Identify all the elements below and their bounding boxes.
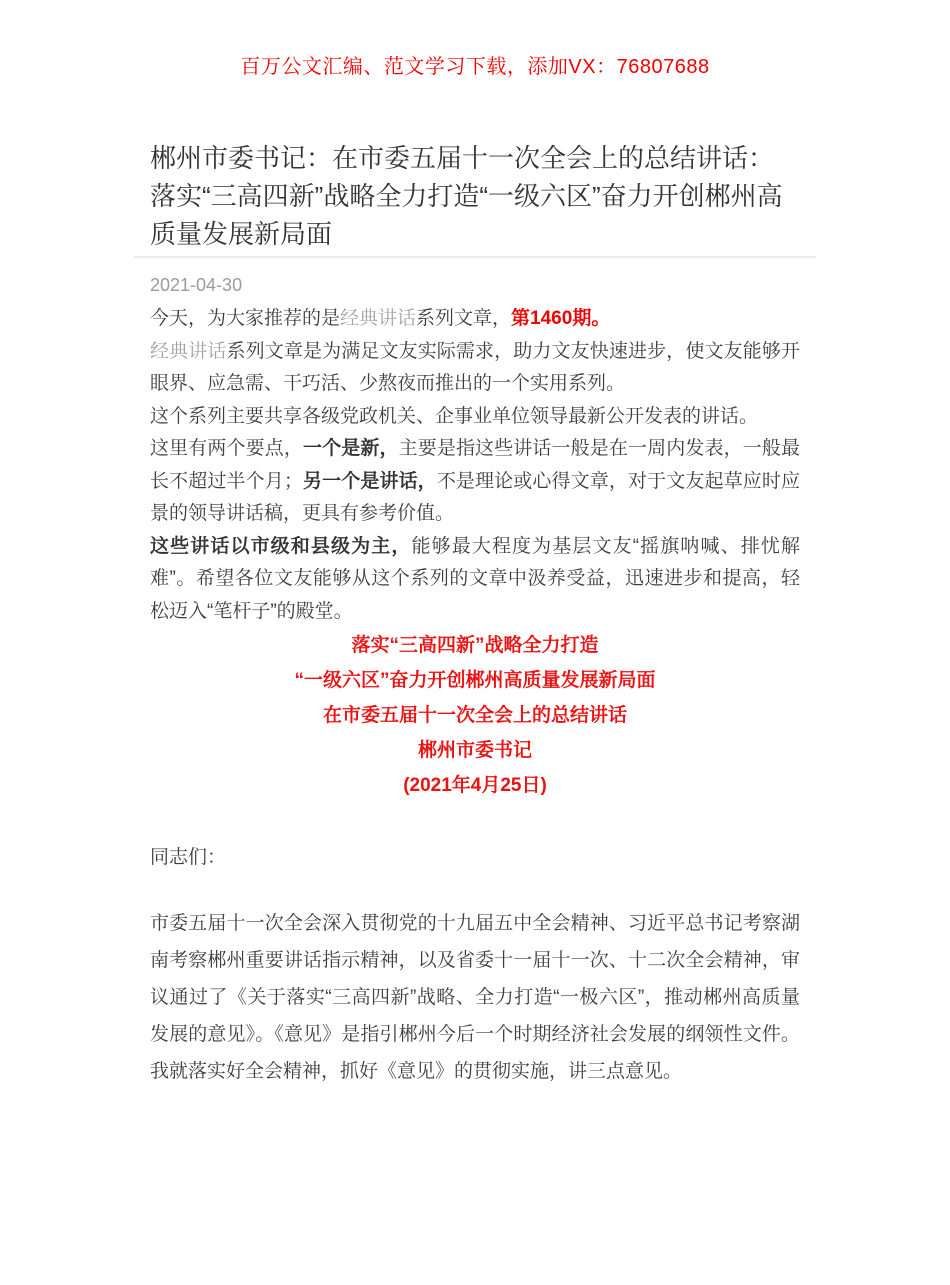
series-name-tag: 经典讲话 (150, 340, 227, 362)
emphasis-point-new: 一个是新， (302, 438, 399, 459)
emphasis-level: 这些讲话以市级和县级为主， (150, 535, 412, 557)
intro-text: 能够最大程度为基层文友“摇旗呐喊、排忧解难”。希望各位文友能够从这个系列的文章中汲养受益，迅速进步和提高，轻松迈入“笔杆子”的殿堂。 (150, 535, 800, 622)
intro-text: 不是理论或心得文章，对于文友起草应时应景的领导讲话稿，更具有参考价值。 (150, 470, 800, 524)
intro-text: 主要是指这些讲话一般是在一周内发表，一般最长不超过半个月； (150, 438, 800, 492)
article-intro (150, 303, 800, 628)
speech-heading-block (150, 628, 800, 803)
intro-paragraph-2 (150, 336, 800, 401)
intro-paragraph-1 (150, 303, 800, 336)
intro-text: 系列文章， (416, 308, 512, 329)
emphasis-point-speech: 另一个是讲话， (302, 470, 437, 492)
intro-text: 这里有两个要点， (150, 438, 303, 459)
article-title: 郴州市委书记：在市委五届十一次全会上的总结讲话：落实“三高四新”战略全力打造“一级六区”奋力开创郴州高质量发展新局面 (150, 143, 783, 249)
issue-number: 第1460期。 (511, 308, 611, 329)
intro-text: 今天，为大家推荐的是 (150, 308, 341, 329)
intro-text: 这个系列主要共享各级党政机关、企事业单位领导最新公开发表的讲话。 (150, 405, 759, 427)
speech-heading-line-3: 在市委五届十一次全会上的总结讲话 (322, 705, 627, 726)
intro-paragraph-5 (150, 531, 800, 629)
speech-paragraph-1: 市委五届十一次全会深入贯彻党的十九届五中全会精神、习近平总书记考察湖南考察郴州重要讲话指示精神，以及省委十一届十一次、十二次全会精神，审议通过了《关于落实“三高四新”战略、全力打造“一极六区”，推动郴州高质量发展的意见》。《意见》是指引郴州今后一个时期经济社会发展的纲领性文件。我就落实好全会精神，抓好《意见》的贯彻实施，讲三点意见。 (150, 913, 800, 1082)
speech-greeting: 同志们： (150, 847, 227, 868)
header-promo-note: 百万公文汇编、范文学习下载，添加VX：76807688 (240, 56, 710, 78)
intro-paragraph-4 (150, 433, 800, 531)
series-name-tag: 经典讲话 (340, 308, 417, 329)
intro-paragraph-3 (150, 401, 800, 434)
intro-text: 系列文章是为满足文友实际需求，助力文友快速进步，使文友能够开眼界、应急需、干巧活、少熬夜而推出的一个实用系列。 (150, 340, 800, 394)
speech-heading-line-1: 落实“三高四新”战略全力打造 (351, 635, 599, 656)
title-divider (134, 256, 816, 258)
document-page (0, 55, 950, 1090)
speech-heading-line-2: “一级六区”奋力开创郴州高质量发展新局面 (294, 670, 656, 691)
publish-date: 2021-04-30 (150, 275, 243, 295)
speech-heading-speaker: 郴州市委书记 (417, 740, 532, 761)
article-container (134, 139, 816, 1090)
speech-heading-date: (2021年4月25日) (403, 775, 547, 796)
